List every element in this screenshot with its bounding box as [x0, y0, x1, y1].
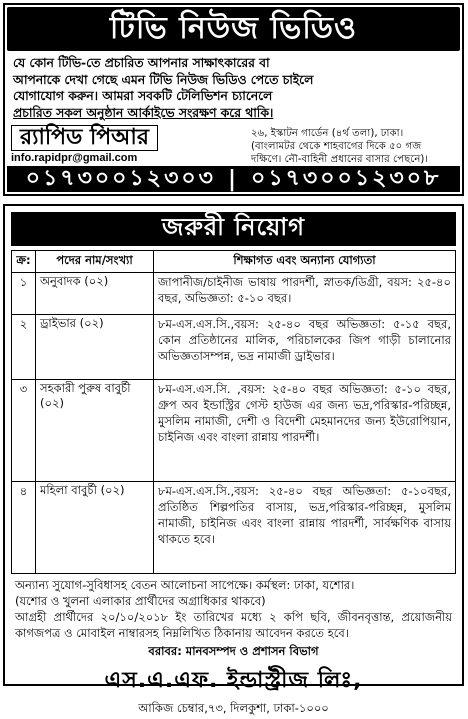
row-qualification: ৮ম-এস.এস.সি. ,বয়স: ২৫-৪০ বছর অভিজ্ঞতা: ৫-১০ বছর, গ্রুপ অব ইন্ডাস্ট্রির গেস্ট হাউজ এর জন্য ভদ্র,পরিস্কার-পরিচ্ছন্ন, মুসলিম নামাজী, দেশী ও বিদেশী মেহমানদের জন্য ইউরোপিয়ান, চাইনিজ এবং বাংলা রান্নায় পারদর্শী। [154, 380, 456, 482]
intro-line-2: আপনাকে দেখা গেছে এমন টিভি নিউজ ভিডিও পেতে চাইলে [13, 72, 314, 87]
column-header-post: পদের নাম/সংখ্যা [36, 251, 154, 273]
footer-priority-note: (যশোর ও খুলনা এলাকার প্রার্থীদের অগ্রাধিকার থাকবে) [15, 594, 266, 608]
company-email[interactable]: info.rapidpr@gmail.com [11, 152, 138, 164]
phone-bar [7, 166, 460, 192]
firm-address: আকিজ চেম্বার,৭৩, দিলকুশা, ঢাকা-১০০০ [138, 701, 329, 715]
row-serial: ২ [12, 315, 36, 380]
company-address [243, 125, 456, 165]
address-line-1: ২৬, ইস্কাটন গার্ডেন (৪র্থ তলা), ঢাকা। [251, 128, 404, 139]
company-name: র‌্যাপিড পিআর [11, 125, 158, 151]
intro-line-3: যোগাযোগ করুন। আমরা সবকটি টেলিভিশন চ্যানেলে [13, 89, 273, 103]
urgent-recruitment-ad [3, 204, 464, 715]
footer-salary-location: অন্যান্য সুযোগ-সুবিধাসহ বেতন আলোচনা সাপেক্ষে। কর্মস্থল: ঢাকা, যশোর। [15, 578, 355, 592]
column-header-sl: ক্র: [12, 251, 36, 273]
column-header-qualification: শিক্ষাগত এবং অন্যান্য যোগ্যতা [154, 251, 456, 273]
row-post: অনুবাদক (০২) [36, 273, 154, 315]
ad1-contact-row [11, 125, 456, 165]
send-to-department: বরাবর: মানবসম্পদ ও প্রশাসন বিভাগ [148, 644, 319, 658]
ad1-headline: টিভি নিউজ ভিডিও [7, 7, 460, 51]
intro-line-1: যে কোন টিভি-তে প্রচারিত আপনার সাক্ষাৎকারের বা [13, 56, 270, 70]
phone-number-2[interactable]: ০১৭৩০০১২৩০৮ [251, 165, 442, 191]
footer-application-instructions: আগ্রহী প্রার্থীদের ২০/১০/২০১৮ ইং তারিখের মধ্যে ২ কপি ছবি, জীবনবৃত্তান্ত, প্রয়োজনীয় কাগজপত্র ও মোবাইল নাম্বারসহ নিম্নলিখিত ঠিকানায় আবেদন করতে হবে। [15, 610, 452, 640]
row-post: ড্রাইভার (০২) [36, 315, 154, 380]
row-qualification: ৮ম-এস.এস.সি.,বয়স: ২৫-৪০ বছর অভিজ্ঞতা: ৫-১৫ বছর, কোন প্রতিষ্ঠানের মালিক, পরিচালকের জিপ গাড়ী চালানোর অভিজ্ঞতাসম্পন্ন, ভদ্র নামাজী ড্রাইভার। [154, 315, 456, 380]
firm-name: এস.এ.এফ. ইন্ডাস্ট্রীজ লিঃ, [104, 668, 363, 693]
row-qualification: জাপানীজ/চাইনীজ ভাষায় পারদর্শী, স্নাতক/ডিগ্রী, বয়স: ২৫-৪০ বছর, অভিজ্ঞতা: ৫-১০ বছর। [154, 273, 456, 315]
jobs-table [11, 250, 456, 574]
table-row [12, 273, 456, 315]
table-row [12, 315, 456, 380]
ad1-intro-text [5, 53, 462, 123]
address-line-2: (বাংলামটর থেকে শাহবাগের দিকে ৫০ গজ [251, 141, 422, 152]
phone-separator: | [227, 166, 240, 192]
table-row [12, 482, 456, 574]
intro-line-4: প্রচারিত সকল অনুষ্ঠান আর্কাইভে সংরক্ষণ করে থাকি। [13, 105, 274, 120]
table-row [12, 380, 456, 482]
row-serial: ৪ [12, 482, 36, 574]
jobs-table-header [12, 251, 456, 273]
address-line-3: দক্ষিণে। নৌ-বাহিনী প্রধানের বাসার পেছনে)। [251, 154, 429, 165]
row-post: সহকারী পুরুষ বাবুর্চী (০২) [36, 380, 154, 482]
row-qualification: ৮ম-এস.এস.সি.,বয়স: ২৫-৪০ বছর অভিজ্ঞতা: ৫-১০বছর, প্রতিষ্ঠিত শিল্পপতির বাসায়, ভদ্র,পরিস্কার-পরিচ্ছন্ন, মুসলিম নামাজী, চাইনিজ এবং বাংলা রান্নায় পারদর্শী, সার্বক্ষণিক বাসায় থাকতে হবে। [154, 482, 456, 574]
ad2-footer [15, 577, 452, 641]
row-serial: ৩ [12, 380, 36, 482]
company-box [11, 125, 243, 165]
phone-number-1[interactable]: ০১৭৩০০১২৩০৩ [25, 165, 216, 191]
row-post: মহিলা বাবুর্চী (০২) [36, 482, 154, 574]
row-serial: ১ [12, 273, 36, 315]
ad2-headline: জরুরী নিয়োগ [11, 212, 456, 246]
tv-news-video-ad [3, 3, 464, 196]
